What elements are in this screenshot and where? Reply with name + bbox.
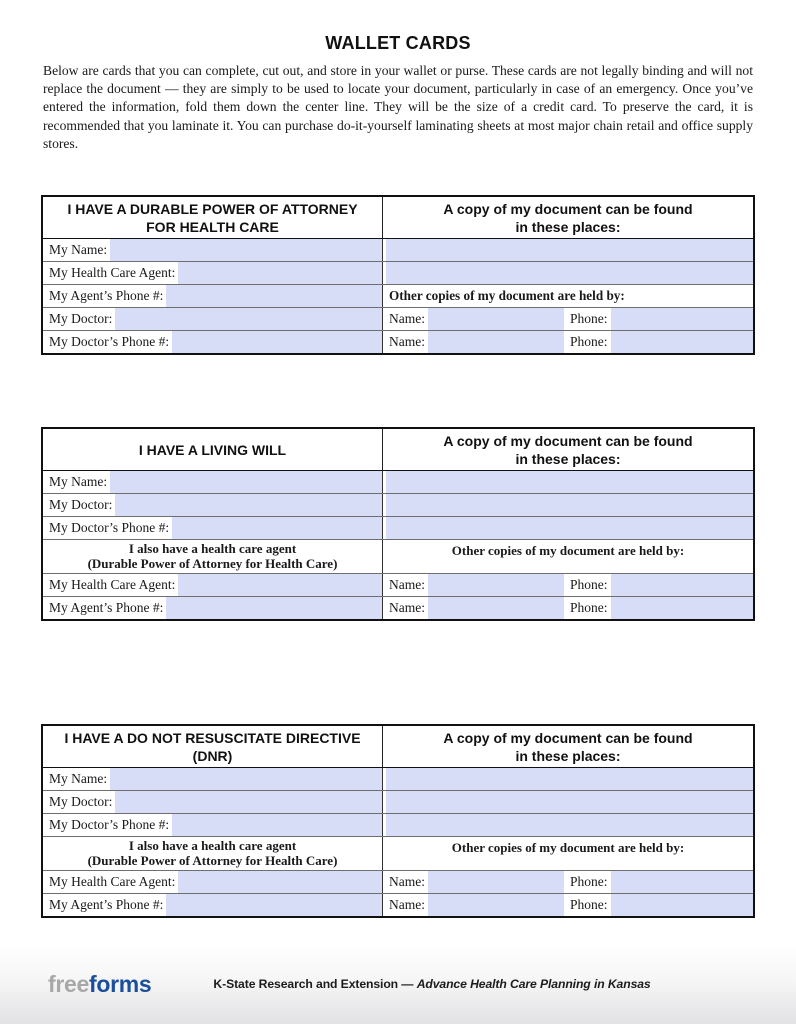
field-label-holder-name-1: Name: [383,871,428,893]
field-label-agents-phone: My Agent’s Phone #: [43,285,166,307]
form-row-my-name [43,470,753,493]
footer-credit [213,977,650,991]
field-label-agents-phone: My Agent’s Phone #: [43,894,166,916]
copy-locations-header [383,726,753,767]
form-row-health-care-agent [43,573,753,596]
form-row-doctors-phone [43,516,753,539]
freeforms-logo [48,971,151,998]
copy-header-line2: in these places: [515,747,621,764]
field-label-health-care-agent: My Health Care Agent: [43,262,178,284]
form-row-my-doctor [43,790,753,813]
input-field-holder-phone-1[interactable] [611,574,753,596]
copy-header-line1: A copy of my document can be found [443,200,693,217]
input-field-agents-phone[interactable] [166,285,382,307]
input-field-holder-phone-2[interactable] [611,331,753,353]
form-row-my-doctor [43,307,753,330]
sub-header-row [43,539,753,573]
copy-locations-header [383,429,753,470]
field-label-my-doctor: My Doctor: [43,494,115,516]
input-field-holder-name-2[interactable] [428,331,564,353]
input-field-agents-phone[interactable] [166,894,382,916]
field-label-health-care-agent: My Health Care Agent: [43,871,178,893]
input-field-doctors-phone[interactable] [172,814,382,836]
card-title-dpoa [43,197,383,238]
field-label-my-name: My Name: [43,471,110,493]
form-row-health-care-agent [43,870,753,893]
also-have-agent-heading [43,540,383,573]
page-title: WALLET CARDS [325,33,471,53]
logo-free-text: free [48,970,89,997]
input-field-copy-location-1[interactable] [386,768,753,790]
other-copies-heading: Other copies of my document are held by: [451,840,685,855]
card-title-dnr [43,726,383,767]
field-label-holder-phone-2: Phone: [564,894,611,916]
input-field-holder-name-2[interactable] [428,597,564,619]
input-field-holder-name-1[interactable] [428,574,564,596]
also-agent-line2: (Durable Power of Attorney for Health Care) [87,555,338,571]
also-agent-line2: (Durable Power of Attorney for Health Care) [87,852,338,868]
copy-locations-header [383,197,753,238]
field-label-doctors-phone: My Doctor’s Phone #: [43,814,172,836]
input-field-my-name[interactable] [110,471,382,493]
logo-forms-text: forms [89,970,152,997]
input-field-my-doctor[interactable] [115,494,382,516]
field-label-doctors-phone: My Doctor’s Phone #: [43,517,172,539]
field-label-my-doctor: My Doctor: [43,791,115,813]
input-field-doctors-phone[interactable] [172,331,382,353]
field-label-my-name: My Name: [43,768,110,790]
page-footer [0,944,796,1024]
input-field-holder-phone-2[interactable] [611,894,753,916]
card-title-living-will [43,429,383,470]
field-label-holder-name-1: Name: [383,308,428,330]
wallet-card-dnr [41,724,755,918]
field-label-holder-phone-1: Phone: [564,871,611,893]
input-field-copy-location-2[interactable] [386,791,753,813]
form-row-agents-phone [43,893,753,916]
input-field-holder-name-2[interactable] [428,894,564,916]
field-label-holder-phone-1: Phone: [564,308,611,330]
field-label-holder-name-2: Name: [383,331,428,353]
card-title-line1: I HAVE A DO NOT RESUSCITATE DIRECTIVE [64,729,361,746]
card-title-line1: I HAVE A LIVING WILL [138,441,287,458]
form-row-my-name [43,238,753,261]
field-label-holder-phone-2: Phone: [564,331,611,353]
field-label-health-care-agent: My Health Care Agent: [43,574,178,596]
input-field-copy-location-1[interactable] [386,239,753,261]
input-field-holder-phone-1[interactable] [611,308,753,330]
input-field-holder-name-1[interactable] [428,871,564,893]
also-have-agent-heading [43,837,383,870]
input-field-copy-location-2[interactable] [386,262,753,284]
field-label-my-doctor: My Doctor: [43,308,115,330]
input-field-doctors-phone[interactable] [172,517,382,539]
field-label-holder-name-2: Name: [383,894,428,916]
card-title-line2: FOR HEALTH CARE [146,218,279,235]
input-field-my-doctor[interactable] [115,791,382,813]
input-field-my-doctor[interactable] [115,308,382,330]
input-field-health-care-agent[interactable] [178,574,382,596]
copy-header-line1: A copy of my document can be found [443,729,693,746]
form-row-doctors-phone [43,813,753,836]
card-header-row [43,197,753,238]
field-label-agents-phone: My Agent’s Phone #: [43,597,166,619]
field-label-doctors-phone: My Doctor’s Phone #: [43,331,172,353]
intro-paragraph: Below are cards that you can complete, cut out, and store in your wallet or purse. These cards are not legally binding and will not replace the document — they are simply to be used to locate your document, particularly in case of an emergency. Once you’ve entered the information, fold them down the center line. They will be the size of a credit card. To preserve the card, it is recommended that you laminate it. You can purchase do-it-yourself laminating sheets at most major chain retail and office supply stores. [43,63,753,151]
input-field-holder-phone-1[interactable] [611,871,753,893]
input-field-copy-location-1[interactable] [386,471,753,493]
input-field-my-name[interactable] [110,768,382,790]
input-field-health-care-agent[interactable] [178,871,382,893]
input-field-holder-name-1[interactable] [428,308,564,330]
copy-header-line1: A copy of my document can be found [443,432,693,449]
field-label-holder-name-2: Name: [383,597,428,619]
card-title-line2: (DNR) [192,747,233,764]
input-field-holder-phone-2[interactable] [611,597,753,619]
field-label-holder-phone-2: Phone: [564,597,611,619]
other-copies-heading: Other copies of my document are held by: [451,543,685,558]
also-agent-line1: I also have a health care agent [128,541,297,556]
copy-header-line2: in these places: [515,450,621,467]
input-field-copy-location-3[interactable] [386,814,753,836]
input-field-agents-phone[interactable] [166,597,382,619]
wallet-card-living-will [41,427,755,621]
field-label-holder-name-1: Name: [383,574,428,596]
wallet-card-dpoa [41,195,755,355]
credit-source: K-State Research and Extension — [213,977,417,991]
card-title-line1: I HAVE A DURABLE POWER OF ATTORNEY [67,200,358,217]
credit-publication: Advance Health Care Planning in Kansas [416,977,651,991]
field-label-my-name: My Name: [43,239,110,261]
other-copies-heading: Other copies of my document are held by: [389,288,625,303]
also-agent-line1: I also have a health care agent [128,838,297,853]
input-field-health-care-agent[interactable] [178,262,382,284]
input-field-copy-location-3[interactable] [386,517,753,539]
sub-header-row [43,836,753,870]
form-row-agents-phone [43,596,753,619]
form-row-my-doctor [43,493,753,516]
form-row-agents-phone [43,284,753,307]
copy-header-line2: in these places: [515,218,621,235]
input-field-my-name[interactable] [110,239,382,261]
input-field-copy-location-2[interactable] [386,494,753,516]
card-header-row [43,429,753,470]
field-label-holder-phone-1: Phone: [564,574,611,596]
card-header-row [43,726,753,767]
form-row-my-name [43,767,753,790]
form-row-doctors-phone [43,330,753,353]
form-row-health-care-agent [43,261,753,284]
